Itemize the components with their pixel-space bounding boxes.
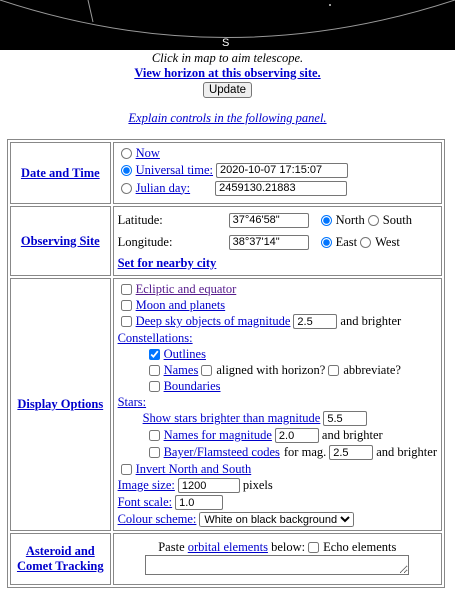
abbreviate-label: abbreviate? [343, 362, 401, 377]
paste-label: Paste [158, 539, 185, 554]
explain-controls-link[interactable]: Explain controls in the following panel. [128, 111, 327, 125]
update-button[interactable]: Update [203, 82, 252, 98]
font-scale-input[interactable] [175, 495, 223, 510]
bayer-suffix: and brighter [376, 445, 437, 459]
map-instruction: Click in map to aim telescope. [151, 51, 304, 65]
west-radio[interactable] [360, 237, 371, 248]
show-stars-link[interactable]: Show stars brighter than magnitude [142, 411, 321, 425]
nearby-city-link[interactable]: Set for nearby city [117, 255, 217, 270]
north-label: North [335, 212, 365, 227]
names-link[interactable]: Names [163, 362, 199, 377]
view-horizon-link[interactable]: View horizon at this observing site. [134, 66, 321, 80]
longitude-label: Longitude: [117, 234, 173, 249]
colour-scheme-select[interactable] [199, 512, 354, 527]
outlines-link[interactable]: Outlines [163, 346, 206, 361]
colour-scheme-link[interactable]: Colour scheme: [117, 512, 197, 526]
asteroid-heading[interactable] [17, 544, 104, 573]
south-text: South [382, 212, 412, 227]
outlines-checkbox[interactable] [149, 349, 160, 360]
bayer-link[interactable]: Bayer/Flamsteed codes [163, 445, 280, 459]
east-radio[interactable] [321, 237, 332, 248]
font-scale-link[interactable]: Font scale: [117, 495, 173, 509]
now-link[interactable]: Now [135, 145, 160, 160]
orbital-elements-textarea[interactable] [145, 555, 409, 575]
longitude-input[interactable] [229, 235, 309, 250]
controls-panel [7, 139, 445, 588]
aligned-label: aligned with horizon? [216, 362, 326, 377]
aligned-checkbox[interactable] [201, 365, 212, 376]
bayer-input[interactable] [329, 445, 373, 460]
now-radio[interactable] [121, 148, 132, 159]
names-mag-checkbox[interactable] [149, 430, 160, 441]
asteroid-heading-line1: Asteroid and [25, 544, 95, 558]
latitude-label: Latitude: [117, 212, 163, 227]
echo-label: Echo elements [323, 539, 397, 554]
julian-radio[interactable] [121, 183, 132, 194]
observing-site-heading[interactable]: Observing Site [20, 233, 100, 248]
below-label: below: [271, 539, 306, 554]
deep-sky-link[interactable]: Deep sky objects of magnitude [135, 314, 291, 328]
utc-radio[interactable] [121, 165, 132, 176]
abbreviate-checkbox[interactable] [328, 365, 339, 376]
west-label: West [375, 234, 400, 249]
image-size-link[interactable]: Image size: [117, 478, 175, 492]
utc-link[interactable]: Universal time: [135, 162, 214, 177]
names-mag-input[interactable] [275, 428, 319, 443]
sky-map[interactable] [0, 0, 455, 50]
julian-input[interactable] [215, 181, 347, 196]
stars-link[interactable]: Stars: [117, 394, 147, 409]
deep-sky-checkbox[interactable] [121, 316, 132, 327]
pixels-label: pixels [242, 478, 273, 492]
invert-checkbox[interactable] [121, 464, 132, 475]
south-radio[interactable] [368, 215, 379, 226]
orbital-elements-link[interactable]: orbital elements [187, 539, 268, 554]
east-label: East [335, 234, 358, 249]
latitude-input[interactable] [229, 213, 309, 228]
for-mag-label: for mag. [283, 445, 327, 459]
invert-link[interactable]: Invert North and South [135, 461, 252, 476]
bayer-checkbox[interactable] [149, 447, 160, 458]
boundaries-link[interactable]: Boundaries [163, 378, 221, 393]
north-radio[interactable] [321, 215, 332, 226]
boundaries-checkbox[interactable] [149, 381, 160, 392]
names-mag-link[interactable]: Names for magnitude [163, 428, 272, 442]
deep-sky-suffix: and brighter [340, 314, 402, 328]
deep-sky-input[interactable] [293, 314, 337, 329]
image-size-input[interactable] [178, 478, 240, 493]
date-time-heading[interactable]: Date and Time [20, 165, 100, 180]
ecliptic-checkbox[interactable] [121, 284, 132, 295]
constellations-link[interactable]: Constellations: [117, 330, 193, 345]
asteroid-heading-line2: Comet Tracking [16, 559, 104, 573]
names-mag-suffix: and brighter [321, 428, 383, 442]
ecliptic-link[interactable]: Ecliptic and equator [135, 281, 237, 296]
moon-link[interactable]: Moon and planets [135, 297, 226, 312]
south-label: S [222, 37, 230, 49]
echo-checkbox[interactable] [308, 542, 319, 553]
moon-checkbox[interactable] [121, 300, 132, 311]
names-checkbox[interactable] [149, 365, 160, 376]
utc-input[interactable] [216, 163, 348, 178]
show-stars-input[interactable] [323, 411, 367, 426]
julian-link[interactable]: Julian day: [135, 180, 191, 195]
display-options-heading[interactable]: Display Options [17, 397, 104, 411]
